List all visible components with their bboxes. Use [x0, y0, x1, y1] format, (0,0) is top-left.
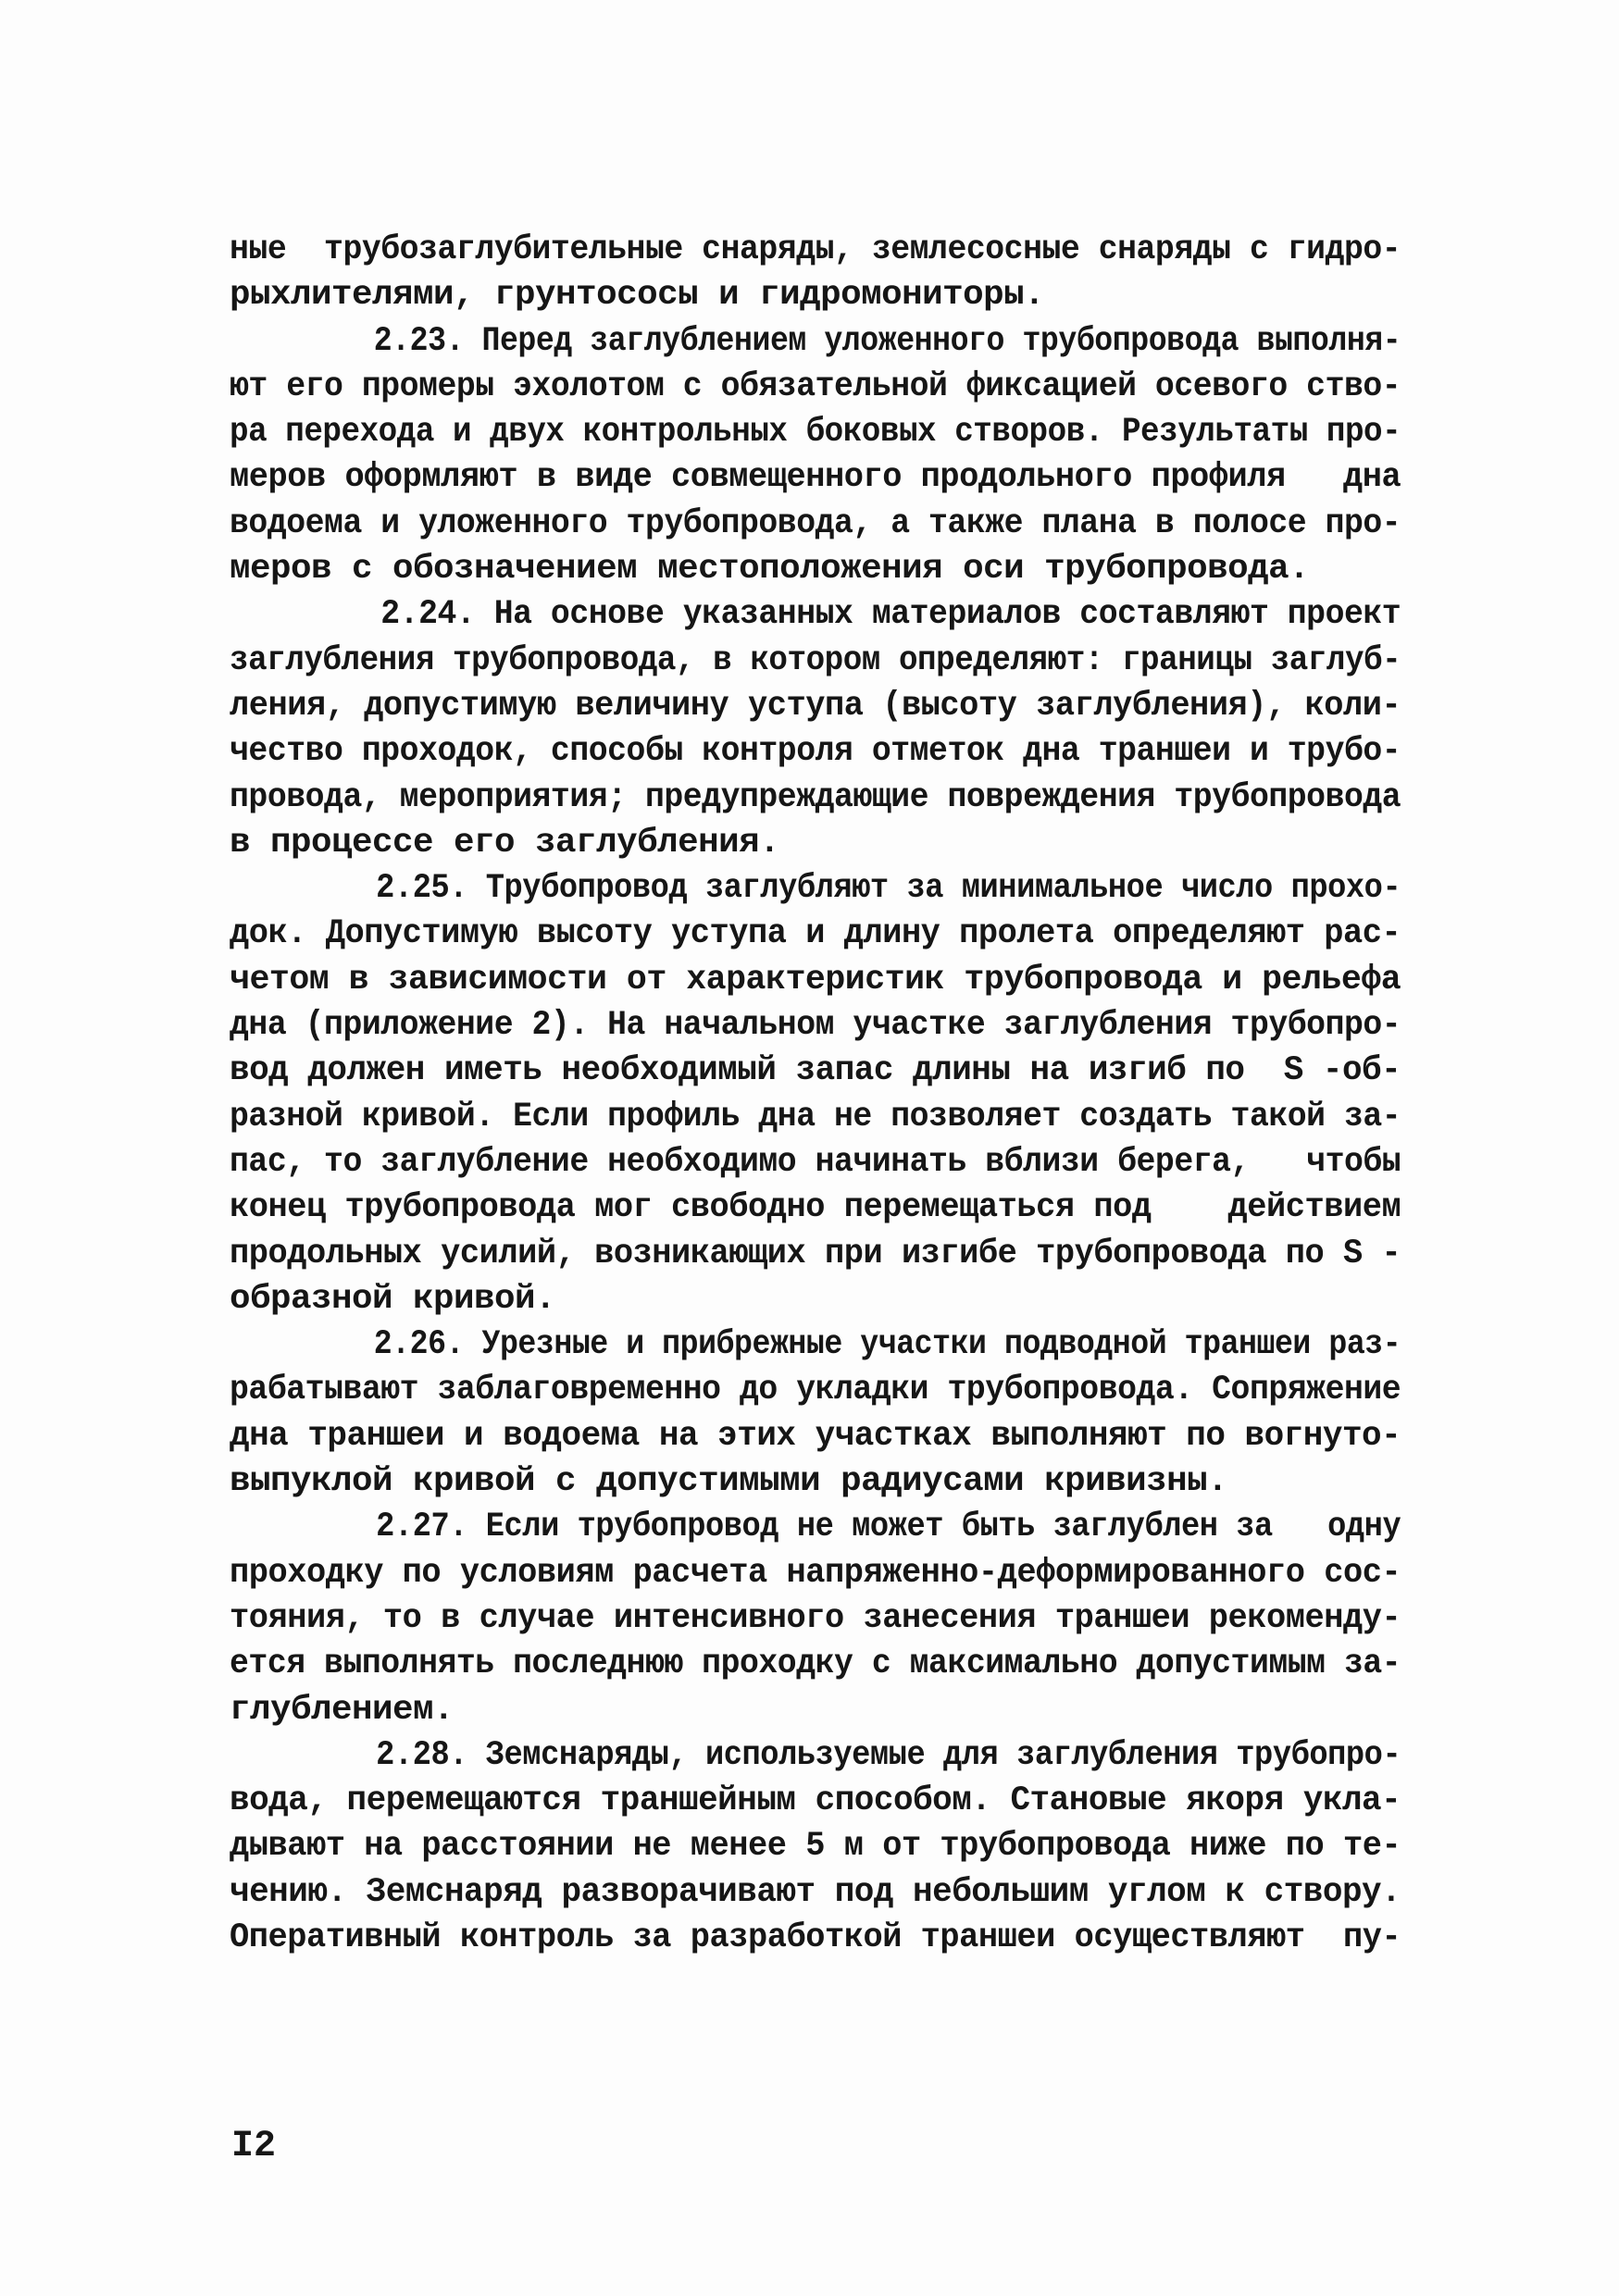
text-line: дна (приложение 2). На начальном участке заглубления трубопро- — [230, 1006, 1401, 1046]
body-text — [230, 228, 1401, 1961]
text-line: ется выполнять последнюю проходку с максимально допустимым за- — [230, 1644, 1401, 1684]
text-line: водоема и уложенного трубопровода, а также плана в полосе про- — [230, 503, 1401, 543]
text-line: вод должен иметь необходимый запас длины на изгиб по S -об- — [230, 1051, 1401, 1091]
text-line: четом в зависимости от характеристик трубопровода и рельефа — [230, 960, 1401, 999]
text-line: рыхлителями, грунтососы и гидромониторы. — [230, 276, 1045, 316]
text-line: ления, допустимую величину уступа (высоту заглубления), коли- — [230, 686, 1401, 726]
text-line: док. Допустимую высоту уступа и длину пролета определяют рас- — [230, 914, 1401, 954]
text-line: тояния, то в случае интенсивного занесения траншеи рекоменду- — [230, 1598, 1401, 1638]
text-line: дна траншеи и водоема на этих участках выполняют по вогнуто- — [230, 1416, 1401, 1456]
text-line: меров с обозначением местоположения оси трубопровода. — [230, 550, 1310, 590]
text-line: 2.28. Земснаряды, используемые для заглубления трубопро- — [230, 1735, 1401, 1775]
text-line: 2.23. Перед заглублением уложенного трубопровода выполня- — [230, 321, 1401, 361]
text-line: пас, то заглубление необходимо начинать вблизи берега, чтобы — [230, 1142, 1401, 1182]
text-line: 2.27. Если трубопровод не может быть заглублен за одну — [230, 1508, 1401, 1547]
text-line: проходку по условиям расчета напряженно-деформированного сос- — [230, 1553, 1401, 1593]
text-line: конец трубопровода мог свободно перемещаться под действием — [230, 1188, 1401, 1228]
text-line: вода, перемещаются траншейным способом. Становые якоря укла- — [230, 1781, 1401, 1821]
text-line: разной кривой. Если профиль дна не позволяет создать такой за- — [230, 1097, 1401, 1136]
text-line: в процессе его заглубления. — [230, 823, 780, 863]
text-line: Оперативный контроль за разработкой траншеи осуществляют пу- — [230, 1917, 1401, 1957]
text-line: выпуклой кривой с допустимыми радиусами кривизны. — [230, 1462, 1228, 1502]
text-line: чению. Земснаряд разворачивают под небольшим углом к створу. — [230, 1872, 1401, 1912]
text-line: образной кривой. — [230, 1279, 556, 1319]
text-line: продольных усилий, возникающих при изгибе трубопровода по S - — [230, 1234, 1401, 1273]
text-line: провода, мероприятия; предупреждающие повреждения трубопровода — [230, 777, 1401, 817]
text-line: 2.24. На основе указанных материалов составляют проект — [230, 595, 1401, 635]
text-line: ют его промеры эхолотом с обязательной фиксацией осевого ство- — [230, 366, 1401, 406]
text-line: ные трубозаглубительные снаряды, землесосные снаряды с гидро- — [230, 230, 1401, 269]
page-number: I2 — [231, 2126, 277, 2167]
text-line: ра перехода и двух контрольных боковых створов. Результаты про- — [230, 413, 1401, 453]
text-line: чество проходок, способы контроля отметок дна траншеи и трубо- — [230, 732, 1401, 772]
text-line: глублением. — [230, 1690, 455, 1730]
text-line: меров оформляют в виде совмещенного продольного профиля дна — [230, 458, 1401, 498]
text-line: рабатывают заблаговременно до укладки трубопровода. Сопряжение — [230, 1371, 1401, 1410]
text-line: 2.25. Трубопровод заглубляют за минимальное число прохо- — [230, 869, 1401, 909]
text-line: 2.26. Урезные и прибрежные участки подводной траншеи раз- — [230, 1325, 1401, 1365]
text-line: заглубления трубопровода, в котором определяют: границы заглуб- — [230, 640, 1401, 680]
text-line: дывают на расстоянии не менее 5 м от трубопровода ниже по те- — [230, 1827, 1401, 1867]
